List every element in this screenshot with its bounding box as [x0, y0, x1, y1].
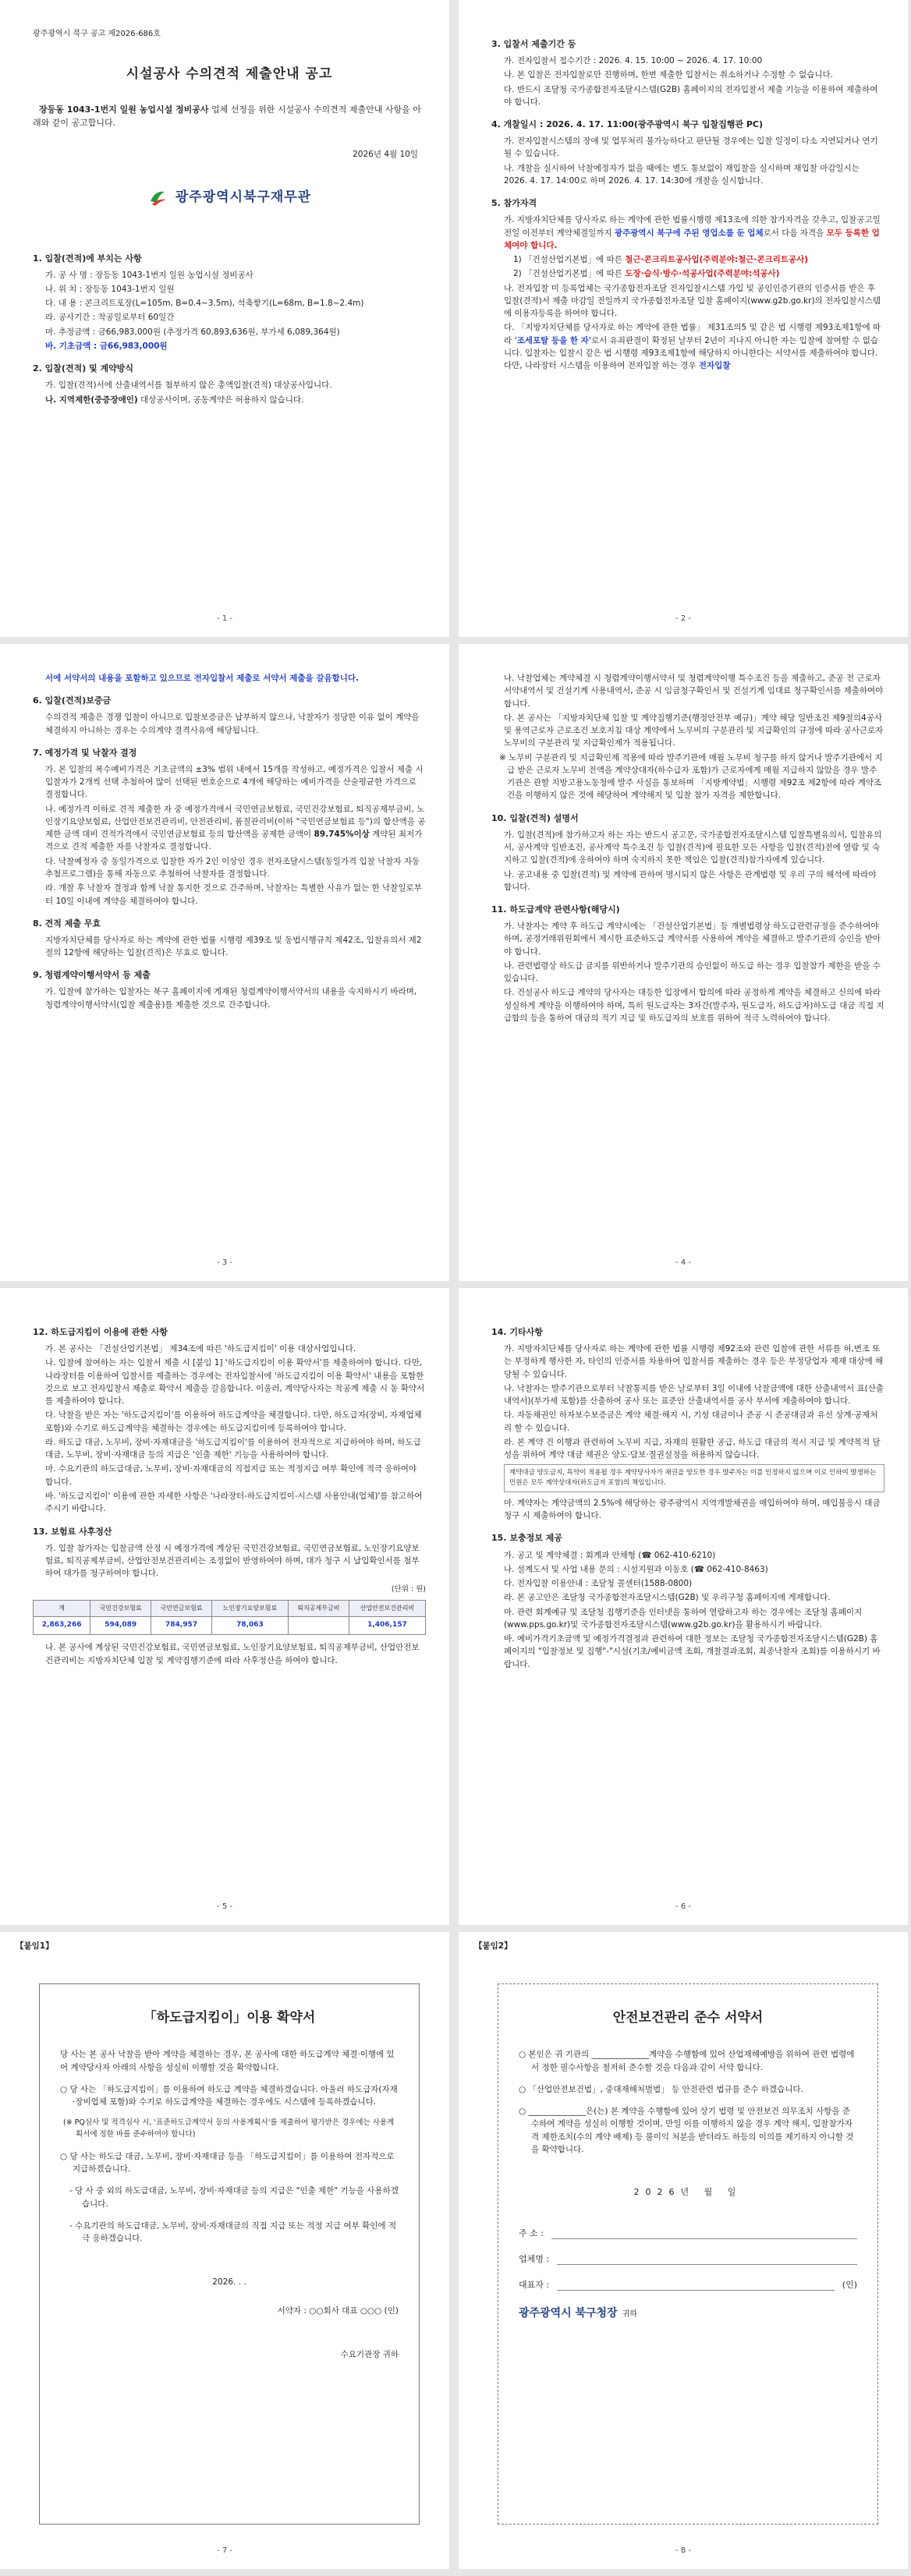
intro-paragraph: 장등동 1043-1번지 일원 농업시설 정비공사 업체 선정을 위한 시설공사 수의견적 제출안내 사항을 아래와 같이 공고합니다. — [33, 104, 421, 128]
price-note-d: 라. 개찰 후 낙찰자 결정과 함께 낙찰 통지한 것으로 간주하며, 낙찰자는 특별한 사유가 없는 한 낙찰일로부터 10일 이내에 계약을 체결하여야 합니다. — [45, 883, 422, 906]
representative-row: 대표자 : (인) — [519, 2278, 857, 2291]
insurance-table — [33, 1600, 426, 1635]
table-cell: 78,063 — [211, 1617, 288, 1635]
misc-e: 마. 계약자는 계약금액의 2.5%에 해당하는 광주광역시 지역개발채권을 매입하여야 하며, 매입불응시 대금청구 시 제출하여야 합니다. — [504, 1498, 881, 1521]
estimated-amount-line: 마. 추정금액 : 금66,983,000원 (추정가격 60,893,636원, 부가세 6,089,364원) — [45, 327, 340, 337]
eligibility-a: 가. 지방자치단체를 당사자로 하는 계약에 관한 법률시행령 제13조에 의한 참가자격을 갖추고, 입찰공고일 전일 이전부터 계약체결일까지 광주광역시 북구에 주된 영업소를 둔 업체로서 다음 자격을 모두 등록한 업체여야 합니다. — [504, 215, 881, 250]
period-line: 라. 공사기간 : 착공일로부터 60일간 — [45, 313, 175, 323]
bid-method-line: 가. 입찰(견적)서에 산출내역서를 첨부하지 않은 총액입찰(견적) 대상공사입니다. — [45, 380, 332, 391]
pledge-dash-1: - 당 사 중 외의 하도급대금, 노무비, 장비·자재대금 등의 지급은 "인출 제한" 기능을 사용하겠습니다. — [69, 2186, 399, 2209]
keeper-a: 가. 본 공사는 「건설산업기본법」 제34조에 따른 '하도급지킴이' 이용 대상사업입니다. — [45, 1344, 356, 1354]
region-limit-line: 나. 지역제한(중증장애인) 대상공사이며, 공동계약은 허용하지 않습니다. — [45, 395, 304, 405]
signer-line: 서약자 : ○○회사 대표 ○○○ (인) — [277, 2305, 399, 2316]
section-13-heading: 13. 보험료 사후정산 — [33, 1526, 112, 1537]
integrity-note-b: 나. 낙찰업체는 계약체결 시 청렴계약이행서약서 및 청렴계약이행 특수조건 등을 제출하고, 준공 전 근로자서약내역서 및 건설기계 사용내역서, 준공 시 임금청구확인서 및 건설기계 임대료 청구확인서를 제출하여야 합니다. — [504, 674, 884, 709]
table-header: 국민연금보험료 — [151, 1601, 212, 1617]
keeper-f: 바. '하도급지킴이' 이용에 관한 자세한 사항은 '나라장터-하도급지킴이-시스템 사용안내(업체)'를 참고하여 주시기 바랍니다. — [45, 1491, 423, 1514]
submission-note-b: 나. 본 입찰은 전자입찰로만 진행하며, 한번 제출한 입찰서는 취소하거나 수정할 수 없습니다. — [504, 70, 834, 80]
table-cell: 2,863,266 — [34, 1617, 90, 1635]
address-row: 주 소 : — [519, 2227, 857, 2240]
keeper-c: 다. 낙찰을 받은 자는 '하도급지킴이'를 이용하여 하도급계약을 체결합니다. 다만, 하도급자(장비, 자재업체 포함)와 수기로 하도급계약을 체결하는 경우에는 하도급지킴이에 등록하여야 합니다. — [45, 1410, 422, 1433]
subcontract-b: 나. 관련법령상 하도급 금지를 위반하거나 발주기관의 승인없이 하도급 하는 경우 입찰참가 제한을 받을 수 있습니다. — [504, 961, 881, 984]
pledge-item-2: ○ 당 사는 하도급 대금, 노무비, 장비·자재대금 등을 「하도급지킴이」를 이용하여 전자적으로 지급하겠습니다. — [60, 2151, 395, 2174]
eligibility-b: 나. 전자입찰 미 등록업체는 국가종합전자조달 전자입찰시스템 가입 및 공인인증기관의 인증서를 받은 후 입찰(견적)서 제출 마감일 전일까지 국가종합전자조달 입찰 홈페이지(www.g2b.go.kr)의 전자입찰시스템에 이용자등록을 하여야 합니다. — [504, 283, 881, 319]
insurance-a: 가. 입찰 참가자는 입찰금액 산정 시 예정가격에 계상된 국민건강보험료, 국민연금보험료, 노인장기요양보험료, 퇴직공제부금비, 산업안전보건관리비는 조정없이 반영하여야 하며, 대가 청구 시 납입확인서를 첨부하여 대가를 청구하여야 합니다. — [45, 1543, 420, 1579]
recipient-line: 수요기관장 귀하 — [340, 2349, 399, 2359]
info-e: 마. 관련 회계예규 및 조달청 집행기준을 인터넷을 통하여 열람하고자 하는 경우에는 조달청 홈페이지(www.pps.go.kr)및 국가종합전자조달시스템(www.g2b.go.kr)을 활용하시기 바랍니다. — [504, 1607, 863, 1629]
labor-cost-note: 다. 본 공사는 「지방자치단체 입찰 및 계약집행기준(행정안전부 예규)」계약 해당 일반조건 제9절의4공사 및 용역근로자 근로조건 보호지침 대상 계약에서 노무비의 구분관리 및 지급확인의 규정에 따라 공사근로자 노무비의 구분관리 및 지급확인제가 적용됩니다. — [504, 713, 884, 748]
invalid-note: 지방자치단체를 당사자로 하는 계약에 관한 법률 시행령 제39조 및 동법시행규칙 제42조, 입찰유의서 제2절의 12항에 해당하는 입찰(견적)은 무효로 합니다. — [45, 935, 422, 958]
pledge-dash-2: - 수요기관의 하도급대금, 노무비, 장비·자재대금의 직접 지급 또는 적정 지급 여부 확인에 적극 응하겠습니다. — [69, 2220, 397, 2244]
section-9-heading: 9. 청렴계약이행서약서 등 제출 — [33, 970, 151, 981]
license-2: 2) 「건설산업기본법」에 따른 도장·습식·방수·석공사업(주력분야:석공사) — [513, 269, 780, 279]
opening-note-b: 나. 개찰을 실시하여 낙찰예정자가 없을 때에는 별도 통보없이 재입찰을 실시하며 재입찰 마감일시는 2026. 4. 17. 14:00로 하며 2026. 4. 17. 14:30에 개찰을 실시합니다. — [504, 163, 860, 186]
deposit-note: 수의견적 제출은 경쟁 입찰이 아니므로 입찰보증금은 납부하지 않으나, 낙찰자가 정당한 이유 없이 계약을 체결하지 아니하는 경우는 수의계약 결격사유에 해당됩니다. — [45, 713, 420, 735]
misc-a: 가. 지방자치단체를 당사자로 하는 계약에 관한 법률 시행령 제92조와 관련 입찰에 관한 서류를 허,변조 또는 부정하게 행사한 자, 타인의 인증서를 차용하여 입찰서를 제출하는 경우 등은 부정당업자 제재 대상에 해당될 수 있습니다. — [504, 1344, 884, 1379]
price-note-a: 가. 본 입찰의 복수예비가격은 기초금액의 ±3% 범위 내에서 15개를 작성하고, 예정가격은 입찰서 제출 시 입찰자가 2개씩 선택 추첨하여 많이 선택된 번호순으로 4개에 해당하는 예비가격을 산술평균한 가격으로 결정합니다. — [45, 764, 424, 800]
subcontract-pledge-form — [39, 1983, 420, 2525]
page-number: - 1 - — [217, 614, 232, 623]
safety-item-3: ○ ______________은(는) 본 계약을 수행함에 있어 상기 법령 및 안전보건 의무조치 사항을 준수하여 계약을 성실히 이행할 것이며, 만일 이를 이행하지 않을 경우 계약 해지, 입찰참가자격 제한조치(수의 계약 배제) 등 불이익 처분을 받더라도 하등의 이의를 제기하지 아니할 것을 확약합니다. — [519, 2107, 854, 2154]
section-11-heading: 11. 하도급계약 관련사항(해당시) — [491, 904, 620, 915]
annex-label: 【붙임2】 — [474, 1941, 512, 1951]
section-10-heading: 10. 입찰(견적) 설명서 — [491, 812, 579, 823]
insurance-b: 나. 본 공사에 계상된 국민건강보험료, 국민연금보험료, 노인장기요양보험료, 퇴직공제부금비, 산업안전보건관리비는 지방자치단체 입찰 및 계약집행기준에 따라 사후정산을 하여야 합니다. — [45, 1643, 420, 1665]
page-8 — [459, 1932, 908, 2569]
project-title-line: 가. 공 사 명 : 장등동 1043-1번지 일원 농업시설 정비공사 — [45, 270, 253, 280]
project-name: 장등동 1043-1번지 일원 농업시설 정비공사 — [39, 104, 209, 115]
opening-note-a: 가. 전자입찰시스템의 장애 및 업무처리 불가능하다고 판단될 경우에는 입찰 일정이 다소 지연되거나 연기될 수 있습니다. — [504, 136, 878, 159]
info-d: 라. 본 공고안은 조달청 국가종합전자조달시스템(G2B) 및 우리구청 홈페이지에 게재합니다. — [504, 1593, 831, 1603]
price-note-b: 나. 예정가격 이하로 견적 제출한 자 중 예정가격에서 국민연금보험료, 국민건강보험료, 퇴직공제부금비, 노인장기요양보험료, 산업안전보건관리비, 안전관리비, 품질관리비(이하 "국민연금보험료 등")의 합산액을 공제한 금액 대비 견적가격에서 국민연금보험료 등의 합산액을 공제한 금액이 89.745%이상 계약된 최저가격으로 견적 제출한 자를 낙찰자로 결정합니다. — [45, 804, 426, 852]
section-12-heading: 12. 하도급지킴이 이용에 관한 사항 — [33, 1327, 168, 1337]
representative-field[interactable] — [557, 2280, 835, 2291]
section-2-heading: 2. 입찰(견적) 및 계약방식 — [33, 363, 134, 374]
section-6-heading: 6. 입찰(견적)보증금 — [33, 695, 112, 706]
eligibility-c: 다. 「지방자치단체를 당사자로 하는 계약에 관한 법률」 제31조의5 및 같은 법 시행령 제93조제1항에 따라 '조세포탈 등을 한 자'로서 유죄판결이 확정된 날부터 2년이 지나지 아니한 자는 입찰에 참여할 수 없습니다. 입찰자는 입찰시 같은 법 시행령 제93조제1항에 해당하지 아니한다는 서약서를 제출하여야 합니다. 다만, 나라장터 시스템을 이용하여 전자입찰 하는 경우 전자입찰 — [504, 323, 881, 371]
table-cell: 1,406,157 — [349, 1617, 425, 1635]
issuer-name: 광주광역시북구재무관 — [175, 189, 312, 206]
table-cell: 594,089 — [90, 1617, 151, 1635]
page-number: - 3 - — [217, 1258, 232, 1267]
section-8-heading: 8. 견적 제출 무효 — [33, 918, 101, 929]
submission-period: 가. 전자입찰서 접수기간 : 2026. 4. 15. 10:00 ~ 2026. 4. 17. 10:00 — [504, 56, 763, 66]
keeper-d: 라. 하도급 대금, 노무비, 장비·자재대금을 '하도급지킴이'를 이용하여 전자적으로 지급하여야 하며, 하도급대금, 노무비, 장비·자재대금 등의 지급은 '인출 제한' 기능을 사용하여야 합니다. — [45, 1437, 421, 1460]
page-number: - 2 - — [675, 614, 691, 623]
license-1: 1) 「건설산업기본법」에 따른 철근·콘크리트공사업(주력분야:철근·콘크리트공사) — [513, 255, 809, 265]
location-line: 나. 위 치 : 장등동 1043-1번지 일원 — [45, 284, 175, 294]
seal-mark: (인) — [842, 2280, 857, 2291]
section-5-heading: 5. 참가자격 — [491, 198, 537, 209]
table-unit: (단위 : 원) — [391, 1585, 426, 1594]
form-title: 안전보건관리 준수 서약서 — [612, 2010, 764, 2026]
notice-date: 2026년 4월 10일 — [353, 149, 418, 159]
pledge-item-1-note: (※ PQ심사 및 적격심사 시, '표준하도급계약서 등의 사용계획서'를 제출하여 평가받은 경우에는 사용계획서에 정한 바를 준수하여야 합니다) — [63, 2118, 395, 2139]
safety-item-2: ○ 「산업안전보건법」, 중대재해처벌법」 등 안전관련 법규를 준수 하겠습니다. — [519, 2084, 803, 2094]
page-number: - 7 - — [217, 2546, 232, 2555]
table-header: 퇴직공제부금비 — [289, 1601, 349, 1617]
assignment-note-box: 계약대금 양도금지, 특약이 적용될 경우 계약당사자가 채권을 양도한 경우 발주자는 이를 인정하지 않으며 이로 인하여 발생하는 민원은 모두 계약상대자(하도급자 포함)의 책임입니다. — [504, 1464, 884, 1492]
contact-design: 나. 설계도서 및 사업 내용 문의 : 시설지원과 이동호 (☎ 062-410-8463) — [504, 1564, 768, 1574]
bukgu-logo-icon — [147, 187, 168, 207]
bid-guide-a: 가. 입찰(견적)에 참가하고자 하는 자는 반드시 공고문, 국가종합전자조달시스템 입찰특별유의서, 입찰유의서, 공사계약 일반조건, 공사계약 특수조건 등 입찰(견적)에 필요한 모든 사항을 입찰(견적)전에 열람 및 숙지하고 입찰(견적)에 응하여야 하며 숙지하지 못한 책임은 입찰(견적)참가자에게 있습니다. — [504, 830, 882, 865]
page-number: - 5 - — [217, 1902, 232, 1911]
company-field[interactable] — [557, 2254, 857, 2265]
pledge-continuation: 서에 서약서의 내용을 포함하고 있으므로 전자입찰서 제출로 서약서 제출을 갈음합니다. — [45, 674, 360, 683]
annex-label: 【붙임1】 — [16, 1941, 54, 1951]
table-header: 계 — [34, 1601, 90, 1617]
info-f: 바. 예비가격기초금액 및 예정가격결정과 관련하여 대한 정보는 조달청 국가종합전자조달시스템(G2B) 홈페이지의 "입찰정보 및 집행"-"시설(기초/예비금액 조회, 개찰결과조회, 최종낙찰자 조회)를 이용하시기 바랍니다. — [504, 1634, 881, 1669]
integrity-note: 가. 입찰에 참가하는 입찰자는 북구 홈페이지에 게재된 청렴계약이행서약서의 내용을 숙지하시기 바라며, 청렴계약이행서약서(입찰 제출용)를 제출한 것으로 간주합니다. — [45, 987, 417, 1010]
form-intro: 당 사는 본 공사 낙찰을 받아 계약을 체결하는 경우, 본 공사에 대한 하도급계약 체결·이행에 있어 계약당사자 아래의 사항을 성실히 이행할 것을 확약합니다. — [60, 2050, 395, 2072]
content-line: 다. 내 용 : 콘크리트포장(L=105m, B=0.4~3.5m), 석축쌓기(L=68m, B=1.8~2.4m) — [45, 299, 364, 309]
contact-callcenter: 다. 전자입찰 이용안내 : 조달청 콜센터(1588-0800) — [504, 1579, 693, 1589]
page-5 — [0, 1288, 449, 1925]
subcontract-c: 다. 건설공사 하도급 계약의 당사자는 대등한 입장에서 합의에 따라 공정하게 계약을 체결하고 신의에 따라 성실하게 계약을 이행하여야 하며, 특히 원도급자는 3자간(발주자, 원도급자, 하도급자)하도급 대금 직접 지급합의 등을 통하여 대금의 적기 지급 및 하도급자의 보호를 위하여 적극 노력하여야 합니다. — [504, 988, 884, 1023]
misc-c: 다. 자동채권인 하자보수보증금은 계약 체결·해지 시, 기성 대금이나 준공 시 준공대금과 유선 상계·공제처리 할 수 있습니다. — [504, 1410, 878, 1433]
table-header: 산업안전보건관리비 — [349, 1601, 425, 1617]
form-date: 2026년 월 일 — [633, 2187, 743, 2198]
page-6 — [459, 1288, 908, 1925]
page-4 — [459, 644, 908, 1281]
company-row: 업체명 : — [519, 2252, 857, 2266]
safety-item-1: ○ 본인은 귀 기관의 ______________계약을 수행함에 있어 산업재해예방을 위하여 관련 법령에서 정한 필수사항을 철저히 준수할 것을 다음과 같이 서약 합니다. — [519, 2050, 855, 2072]
section-1-heading: 1. 입찰(견적)에 부치는 사항 — [33, 253, 142, 264]
page-3 — [0, 644, 449, 1281]
subcontract-a: 가. 낙찰자는 계약 후 하도급 계약시에는 「건설산업기본법」등 개별법령상 하도급관련규정을 준수하여야 하며, 공정거래위원회에서 제시한 표준하도급 계약서를 사용하여 계약을 체결하고 발주기관의 승인을 받아야 합니다. — [504, 922, 881, 957]
chief-line: 광주광역시 북구청장 귀하 — [519, 2307, 637, 2320]
bid-guide-b: 나. 공고내용 중 입찰(견적) 및 계약에 관하여 명시되지 않은 사항은 관계법령 및 우리 구의 해석에 따라야 합니다. — [504, 869, 877, 892]
page-number: - 8 - — [675, 2546, 691, 2555]
page-7 — [0, 1932, 449, 2569]
table-row — [34, 1617, 426, 1635]
keeper-e: 마. 수요기관의 하도급대금, 노무비, 장비·자재대금의 직접지급 또는 적정지급 여부 확인에 적극 응하여야 합니다. — [45, 1464, 417, 1487]
notice-number: 광주광역시 북구 공고 제2026-686호 — [33, 30, 161, 38]
safety-pledge-form — [498, 1983, 878, 2525]
section-14-heading: 14. 기타사항 — [491, 1327, 543, 1337]
page-number: - 4 - — [675, 1258, 691, 1267]
form-title: 「하도급지킴이」이용 확약서 — [143, 2010, 316, 2026]
page-2 — [459, 0, 908, 637]
section-7-heading: 7. 예정가격 및 낙찰자 결정 — [33, 747, 137, 758]
issuer — [33, 187, 426, 207]
section-3-heading: 3. 입찰서 제출기간 등 — [491, 39, 576, 49]
misc-b: 나. 낙찰자는 발주기관으로부터 낙찰통지를 받은 날로부터 3일 이내에 낙찰금액에 대한 산출내역서 표(산출 내역서)(부가세 포함)를 산출하여 공사 또는 표준안 산출내역서를 공사 부서에 제출하여야 합니다. — [504, 1383, 884, 1407]
document-title: 시설공사 수의견적 제출안내 공고 — [126, 65, 333, 82]
labor-cost-asterisk-note: ※ 노무비 구분관리 및 지급확인제 적용에 따라 발주기관에 매월 노무비 청구를 하지 않거나 발주기관에서 지급 받은 근로자 노무비 전액을 계약상대자(하수급자 포함)가 근로자에게 매월 지급하지 않았을 경우 발주기관은 관할 지방고용노동청에 발주 사실을 통보하며 「지방계약법」시행령 제92조 제2항에 따라 계약조건을 이행하지 않은 것에 해당하여 계약해지 및 입찰 참가 자격을 제한합니다. — [499, 752, 883, 801]
base-amount-line: 바. 기초금액 : 금66,983,000원 — [45, 341, 168, 351]
submission-note-c: 다. 반드시 조달청 국가종합전자조달시스템(G2B) 홈페이지의 전자입찰서 제출 기능을 이용하여 제출하여야 합니다. — [504, 84, 878, 107]
price-note-c: 다. 낙찰예정자 중 동일가격으로 입찰한 자가 2인 이상인 경우 전자조달시스템(동일가격 입찰 낙찰자 자동추첨프로그램)을 통해 자동으로 추첨하여 낙찰자를 결정합니다. — [45, 856, 420, 879]
table-header: 노인장기요양보험료 — [211, 1601, 288, 1617]
keeper-b: 나. 입찰에 참여하는 자는 입찰서 제출 시 [붙임 1] '하도급지킴이 이용 확약서'를 제출하여야 합니다. 다만, 나라장터를 이용하여 입찰서를 제출하는 경우에는 전자입찰서에 '하도급지킴이 이용 확약서' 내용을 포함한 것으로 보고 전자입찰서 제출로 확약서 제출을 갈음합니다. 이울러, 계약당사자는 착공계 제출 시 동 확약서를 제출하여야 합니다. — [45, 1358, 425, 1407]
form-date: 2026. . . — [212, 2277, 246, 2288]
pledge-item-1: ○ 당 사는 「하도급지킴이」를 이용하여 하도급 계약을 체결하겠습니다. 아울러 하도급자(자재·장비업체 포함)와 수기로 하도급계약을 체결하는 경우에도 시스템에 등록하겠습니다. — [60, 2084, 398, 2107]
section-4-heading: 4. 개찰일시 : 2026. 4. 17. 11:00(광주광역시 북구 입찰집행관 PC) — [491, 119, 764, 130]
misc-d: 라. 본 계약 건 이행과 관련하여 노무비 지급, 자재의 원활한 공급, 하도급 대금의 적시 지급 및 계약목적 달성을 위하여 계약 대금 채권은 양도·담보·질권설정을 허용하지 않습니다. — [504, 1437, 881, 1460]
address-field[interactable] — [551, 2228, 857, 2239]
page-number: - 6 - — [675, 1902, 691, 1911]
table-cell — [289, 1617, 349, 1635]
contact-contract: 가. 공고 및 계약체결 : 회계과 안채형 (☎ 062-410-6210) — [504, 1550, 716, 1560]
table-cell: 784,957 — [151, 1617, 212, 1635]
page-1 — [0, 0, 449, 637]
section-15-heading: 15. 보충정보 제공 — [491, 1533, 562, 1544]
table-header: 국민건강보험료 — [90, 1601, 151, 1617]
table-header-row — [34, 1601, 426, 1617]
